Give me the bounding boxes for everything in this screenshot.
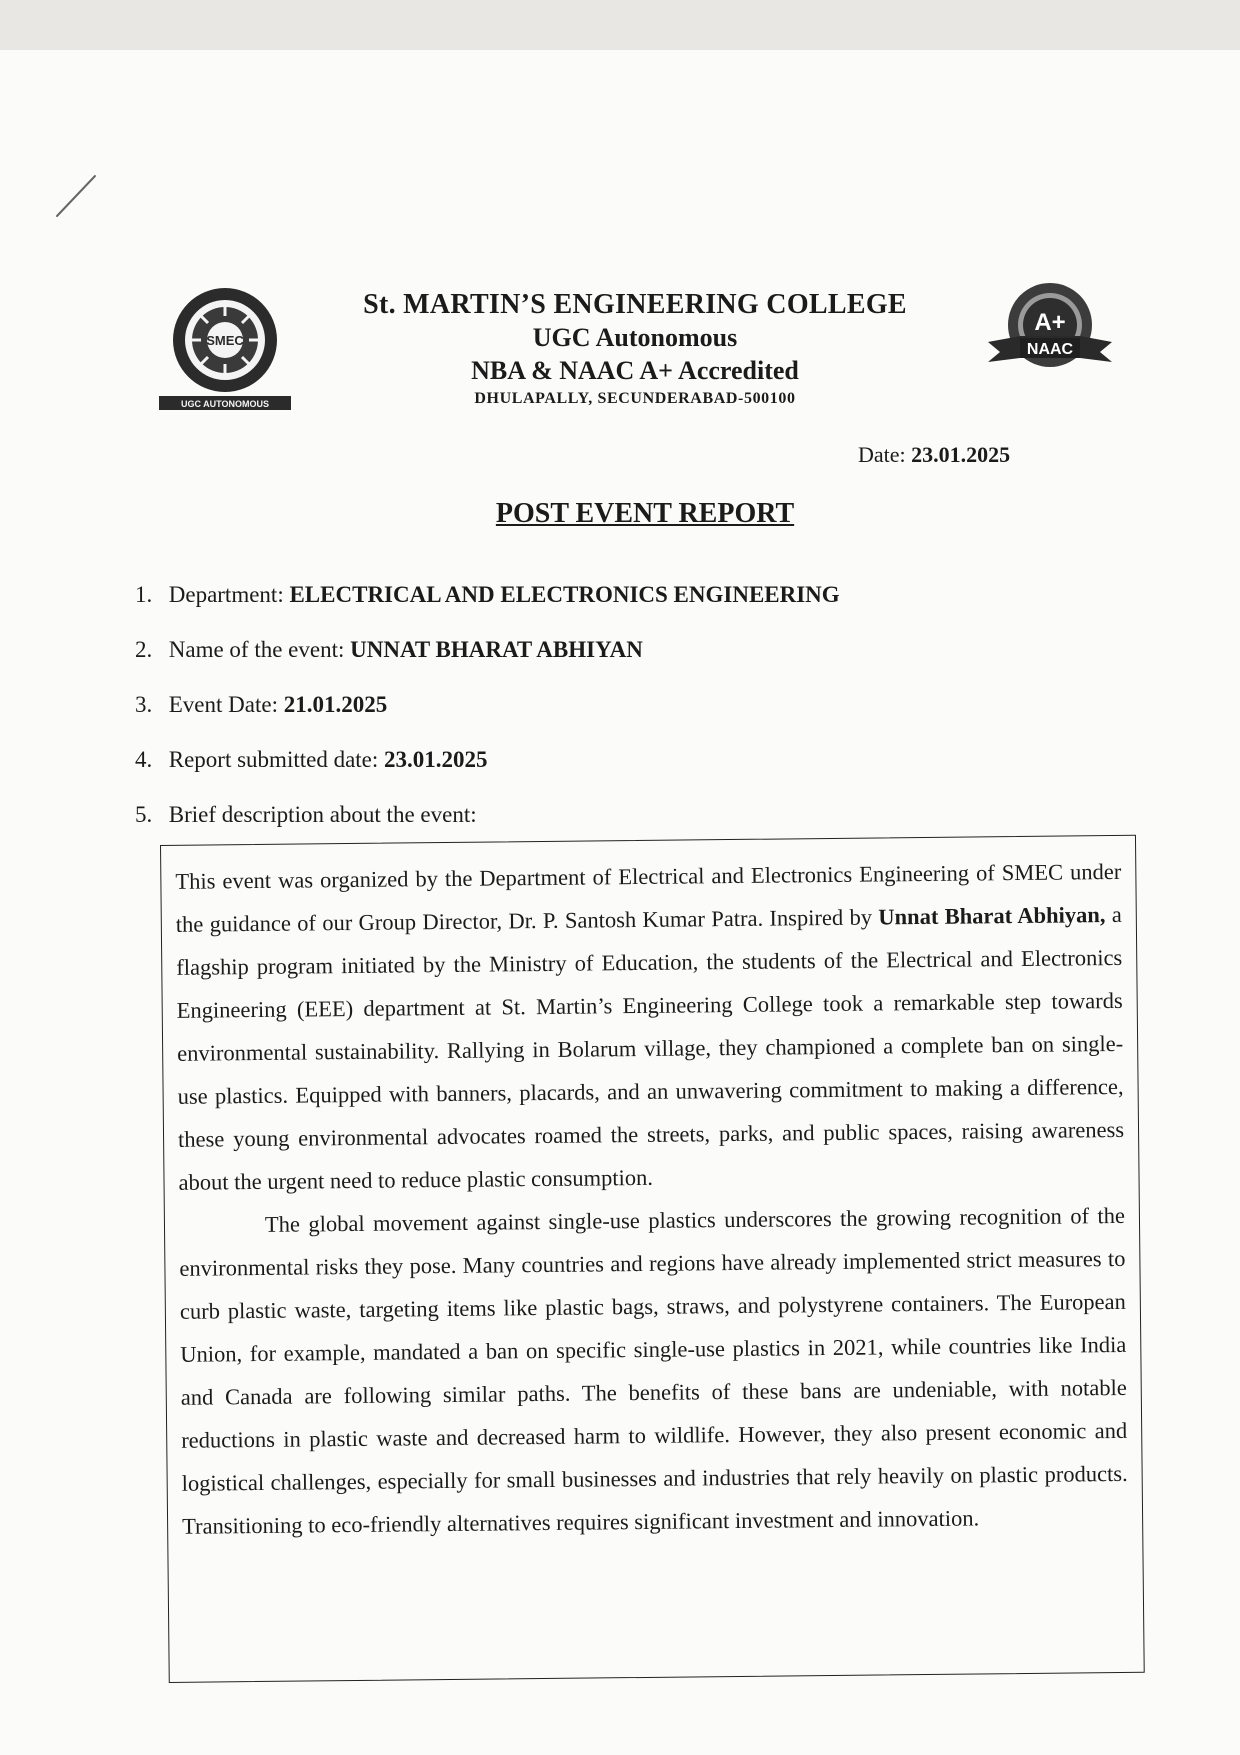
college-header	[330, 288, 940, 410]
logo-monogram: SMEC	[206, 333, 244, 348]
field-value: UNNAT BHARAT ABHIYAN	[350, 637, 643, 662]
field-number: 2.	[135, 637, 153, 662]
description-paragraph-1	[175, 850, 1125, 1204]
field-label: Report submitted date:	[168, 747, 379, 772]
field-event-name	[135, 635, 1135, 690]
description-text: This event was organized by the Department of Electrical and Electronics Engineering of SMEC under the guidance of our Group Director, Dr. P. Santosh Kumar Patra. Inspired by	[175, 858, 1122, 937]
college-name: St. MARTIN’S ENGINEERING COLLEGE	[363, 289, 907, 320]
field-number: 5.	[135, 802, 153, 827]
field-department	[135, 580, 1135, 635]
report-date	[858, 442, 1010, 468]
naac-badge	[980, 280, 1120, 390]
field-number: 1.	[135, 582, 153, 607]
field-label: Department:	[168, 582, 284, 607]
date-label: Date:	[858, 442, 906, 467]
naac-label: NAAC	[1026, 341, 1074, 358]
field-label: Event Date:	[168, 692, 278, 717]
description-box	[160, 835, 1145, 1683]
field-value: 21.01.2025	[283, 692, 388, 717]
description-text: a flagship program initiated by the Ministry of Education, the students of the Electrical and Electronics Engineering (EEE) department at St. Martin’s Engineering College took a remarkable step towards environmental sustainability. Rallying in Bolarum village, they championed a complete ban on single-use plastics. Equipped with banners, placards, and an unwavering commitment to making a difference, these young environmental advocates roamed the streets, parks, and public spaces, raising awareness about the urgent need to reduce plastic consumption.	[176, 901, 1125, 1195]
field-event-date	[135, 690, 1135, 745]
description-highlight: Unnat Bharat Abhiyan,	[878, 902, 1106, 930]
logo-ribbon-text: UGC AUTONOMOUS	[180, 399, 270, 409]
naac-grade: A+	[1034, 309, 1066, 336]
report-fields	[135, 580, 1135, 855]
college-address: DHULAPALLY, SECUNDERABAD-500100	[474, 390, 796, 407]
field-report-date	[135, 745, 1135, 800]
date-value: 23.01.2025	[911, 442, 1011, 467]
college-status: UGC Autonomous	[532, 323, 738, 352]
report-title: POST EVENT REPORT	[495, 498, 795, 529]
pen-stroke-mark	[55, 170, 105, 220]
college-accreditation: NBA & NAAC A+ Accredited	[471, 356, 799, 385]
field-number: 4.	[135, 747, 153, 772]
field-value: 23.01.2025	[384, 747, 488, 772]
document-page	[0, 50, 1240, 1755]
field-value: ELECTRICAL AND ELECTRONICS ENGINEERING	[289, 582, 840, 607]
college-logo	[155, 282, 295, 412]
field-label: Name of the event:	[168, 637, 345, 662]
description-paragraph-2: The global movement against single-use plastics underscores the growing recognition of the environmental risks they pose. Many countries and regions have already implemented strict measures to curb plastic waste, targeting items like plastic bags, straws, and polystyrene containers. The European Union, for example, mandated a ban on specific single-use plastics in 2021, while countries like India and Canada are following similar paths. The benefits of these bans are undeniable, with notable reductions in plastic waste and decreased harm to wildlife. However, they also present economic and logistical challenges, especially for small businesses and industries that rely heavily on plastic products. Transitioning to eco-friendly alternatives requires significant investment and innovation.	[179, 1202, 1128, 1539]
field-number: 3.	[135, 692, 153, 717]
field-label: Brief description about the event:	[168, 802, 477, 827]
